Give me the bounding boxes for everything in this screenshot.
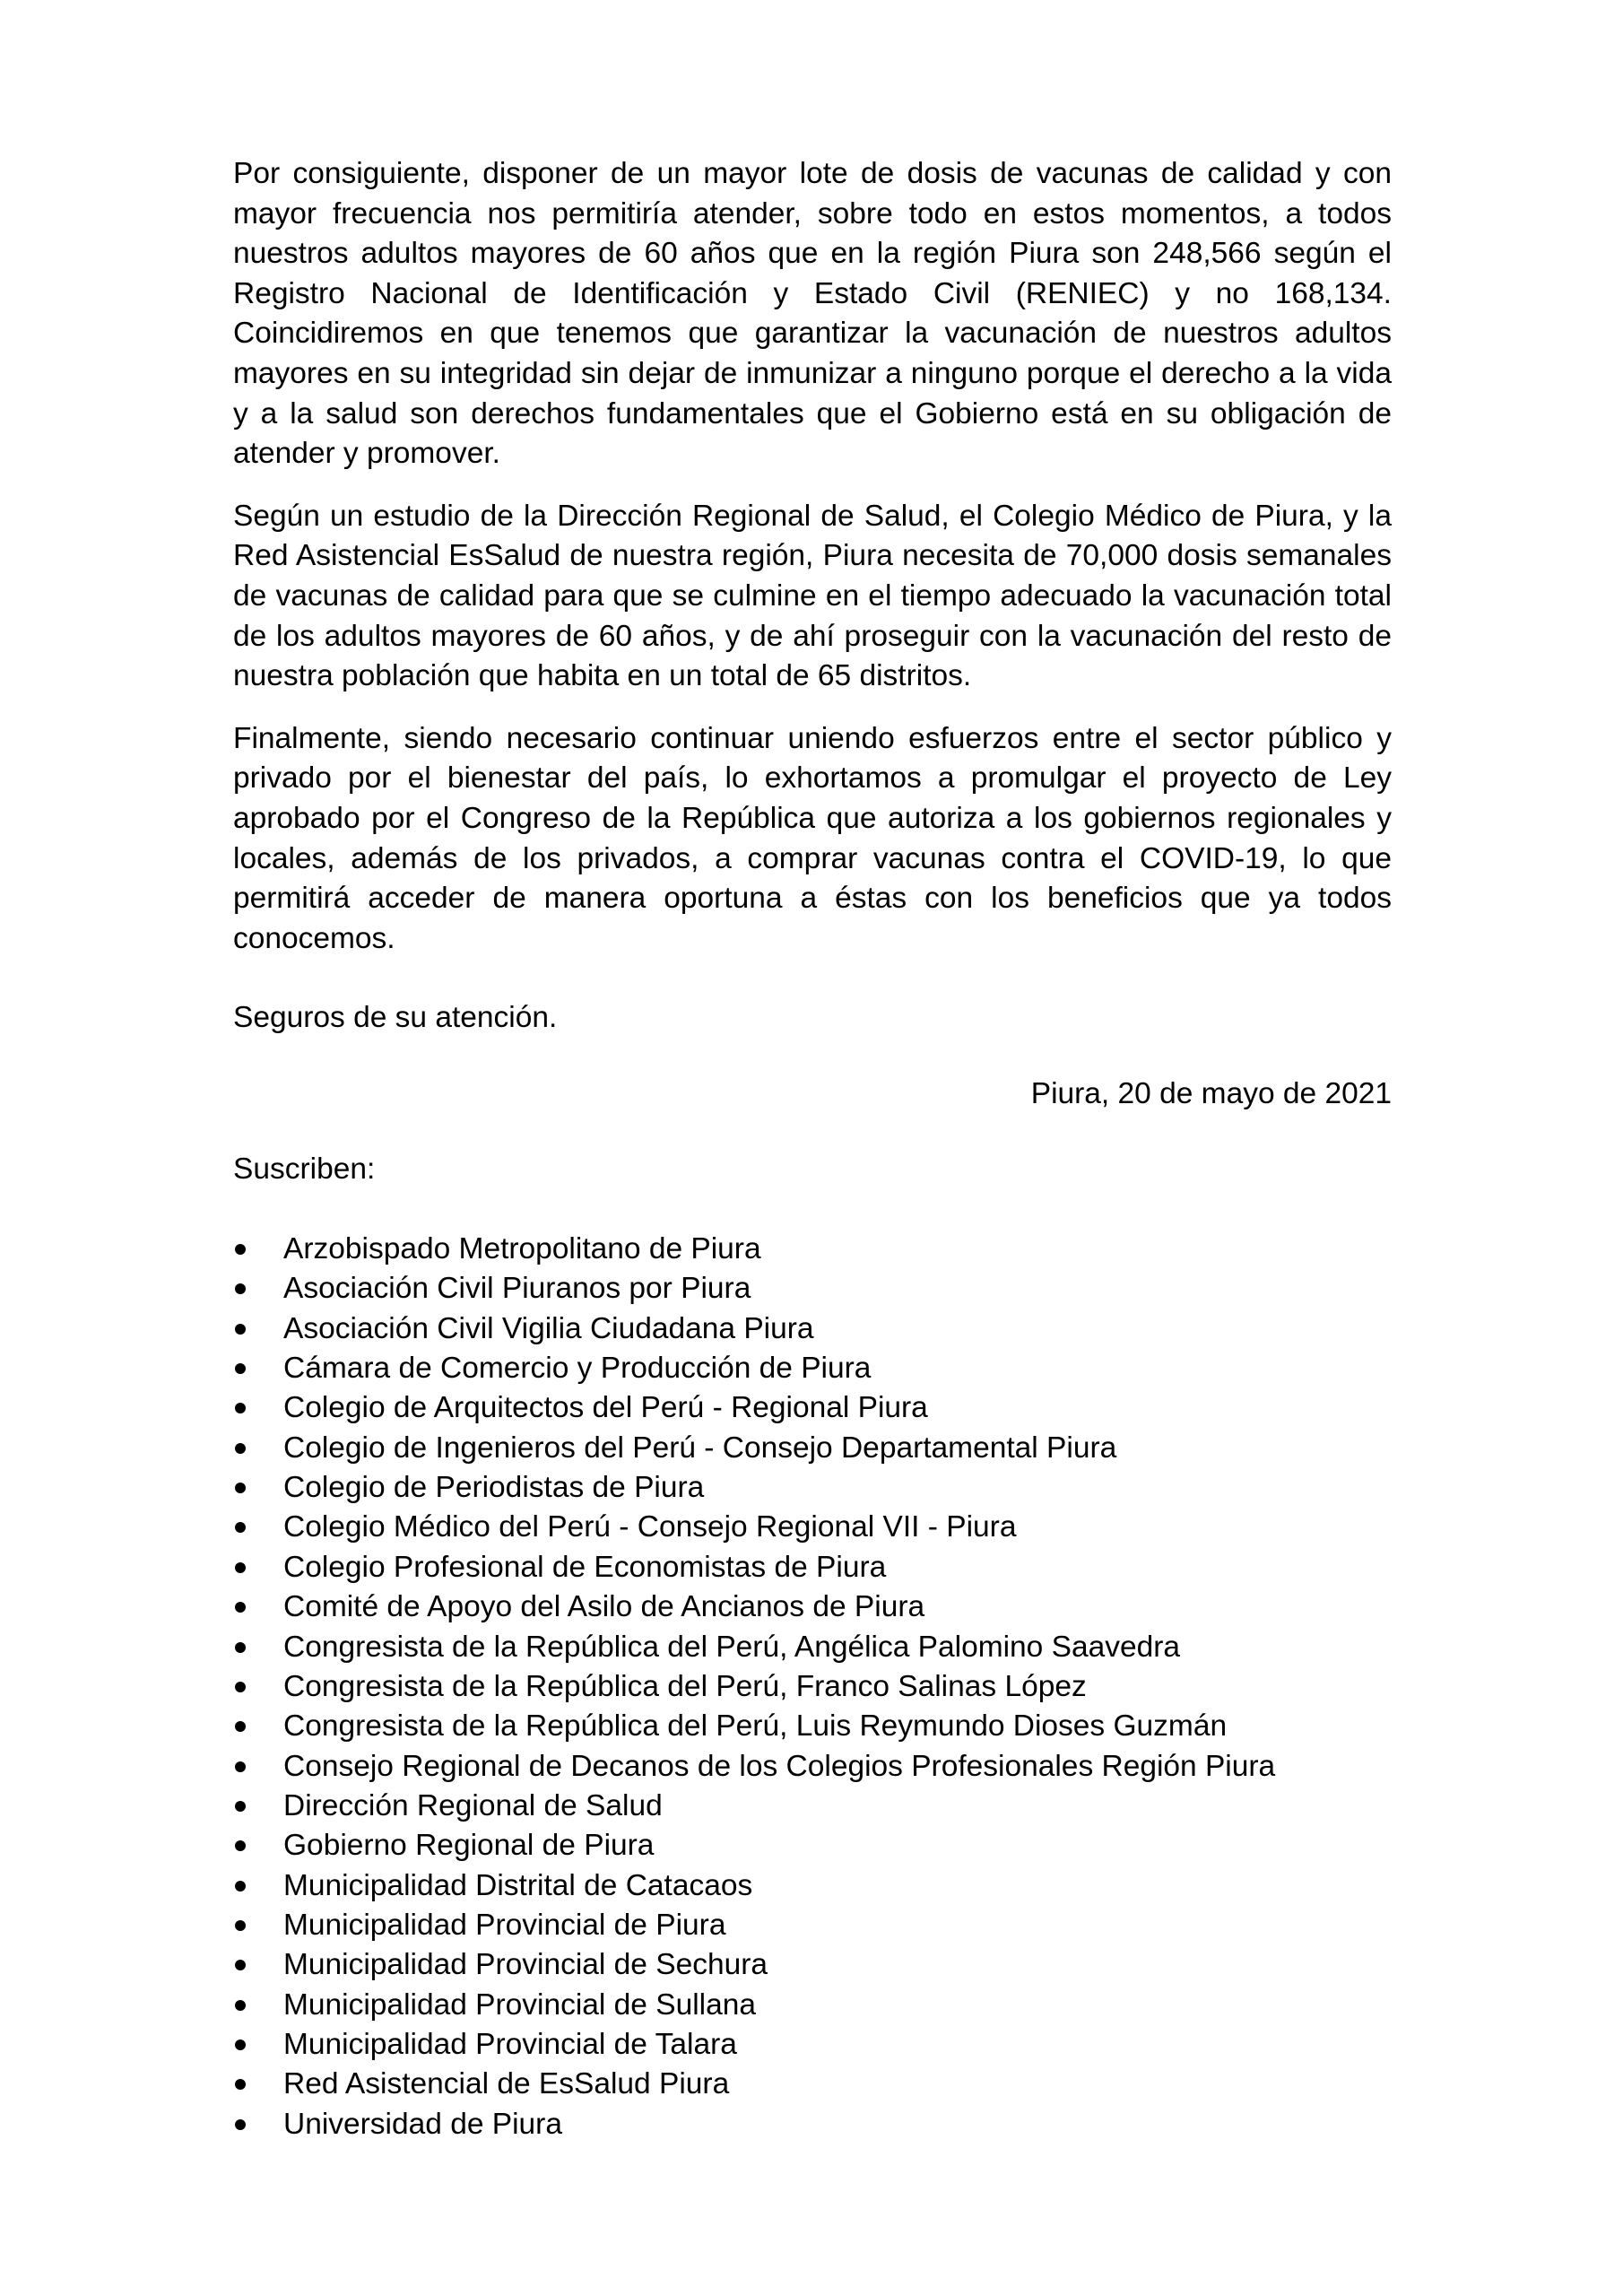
signer-item — [233, 1309, 1392, 1349]
signer-item — [233, 1587, 1392, 1627]
bullet-icon — [235, 1244, 246, 1255]
signer-item — [233, 1269, 1392, 1309]
bullet-icon — [235, 1522, 246, 1533]
signer-name: Municipalidad Provincial de Talara — [283, 2027, 737, 2061]
signer-item — [233, 1866, 1392, 1906]
signer-name: Colegio de Arquitectos del Perú - Regional Piura — [283, 1391, 928, 1425]
signer-item — [233, 2065, 1392, 2104]
signer-item — [233, 1747, 1392, 1787]
bullet-icon — [235, 1881, 246, 1892]
bullet-icon — [235, 1761, 246, 1772]
bullet-icon — [235, 1920, 246, 1931]
bullet-icon — [235, 1363, 246, 1374]
signer-name: Dirección Regional de Salud — [283, 1788, 663, 1822]
date-line: Piura, 20 de mayo de 2021 — [1030, 1076, 1392, 1110]
signer-name: Colegio de Periodistas de Piura — [283, 1471, 705, 1505]
signer-item — [233, 1548, 1392, 1587]
signer-name: Asociación Civil Piuranos por Piura — [283, 1272, 751, 1306]
signer-item — [233, 2105, 1392, 2144]
closing-line: Seguros de su atención. — [233, 1001, 558, 1035]
paragraph-law-exhortation: Finalmente, siendo necesario continuar uniendo esfuerzos entre el sector público y privado por el bienestar del país, lo exhortamos a promulgar el proyecto de Ley aprobado por el Congreso de la República que autoriza a los gobiernos regionales y locales, además de los privados, a comprar vacunas contra el COVID-19, lo que permitirá acceder de manera oportuna a éstas con los beneficios que ya todos conocemos. — [233, 721, 1392, 955]
signer-item — [233, 1826, 1392, 1866]
signers-label: Suscriben: — [233, 1152, 376, 1187]
signer-name: Asociación Civil Vigilia Ciudadana Piura — [283, 1311, 814, 1345]
paragraph-vaccine-doses: Por consiguiente, disponer de un mayor lote de dosis de vacunas de calidad y con mayor frecuencia nos permitiría atender, sobre todo en estos momentos, a todos nuestros adultos mayores de 60 años que en la región Piura son 248,566 según el Registro Nacional de Identificación y Estado Civil (RENIEC) y no 168,134. Coincidiremos en que tenemos que garantizar la vacunación de nuestros adultos mayores en su integridad sin dejar de inmunizar a ninguno porque el derecho a la vida y a la salud son derechos fundamentales que el Gobierno está en su obligación de atender y promover. — [233, 157, 1392, 471]
signer-item — [233, 1429, 1392, 1468]
signer-name: Congresista de la República del Perú, Angélica Palomino Saavedra — [283, 1630, 1181, 1664]
signer-name: Gobierno Regional de Piura — [283, 1829, 655, 1863]
signer-item — [233, 1468, 1392, 1508]
signer-name: Consejo Regional de Decanos de los Colegios Profesionales Región Piura — [283, 1749, 1276, 1783]
signer-name: Cámara de Comercio y Producción de Piura — [283, 1352, 872, 1386]
signer-item — [233, 1906, 1392, 1945]
signer-name: Congresista de la República del Perú, Luis Reymundo Dioses Guzmán — [283, 1709, 1228, 1744]
bullet-icon — [235, 2000, 246, 2011]
bullet-icon — [235, 1642, 246, 1653]
signer-name: Municipalidad Provincial de Sechura — [283, 1948, 768, 1982]
signer-name: Universidad de Piura — [283, 2107, 562, 2141]
bullet-icon — [235, 1324, 246, 1335]
bullet-icon — [235, 2119, 246, 2130]
signer-name: Congresista de la República del Perú, Franco Salinas López — [283, 1669, 1087, 1703]
signer-item — [233, 1707, 1392, 1746]
bullet-icon — [235, 1443, 246, 1454]
signer-name: Colegio Profesional de Economistas de Piura — [283, 1550, 887, 1584]
signer-name: Municipalidad Provincial de Sullana — [283, 1987, 757, 2022]
signer-item — [233, 1787, 1392, 1826]
signer-item — [233, 1945, 1392, 1985]
signer-item — [233, 1230, 1392, 1269]
signer-name: Comité de Apoyo del Asilo de Ancianos de Piura — [283, 1590, 925, 1624]
bullet-icon — [235, 1721, 246, 1732]
bullet-icon — [235, 1602, 246, 1613]
bullet-icon — [235, 1283, 246, 1294]
letter-page — [233, 154, 1392, 2144]
signer-item — [233, 1349, 1392, 1388]
signer-name: Arzobispado Metropolitano de Piura — [283, 1232, 761, 1266]
bullet-icon — [235, 1483, 246, 1493]
signers-list — [233, 1230, 1392, 2144]
bullet-icon — [235, 1562, 246, 1573]
signer-item — [233, 2025, 1392, 2065]
signer-name: Municipalidad Distrital de Catacaos — [283, 1868, 753, 1902]
bullet-icon — [235, 1801, 246, 1812]
signer-item — [233, 1508, 1392, 1547]
bullet-icon — [235, 2039, 246, 2050]
signer-item — [233, 1986, 1392, 2025]
bullet-icon — [235, 1840, 246, 1851]
paragraph-health-study: Según un estudio de la Dirección Regional de Salud, el Colegio Médico de Piura, y la Red Asistencial EsSalud de nuestra región, Piura necesita de 70,000 dosis semanales de vacunas de calidad para que se culmine en el tiempo adecuado la vacunación total de los adultos mayores de 60 años, y de ahí proseguir con la vacunación del resto de nuestra población que habita en un total de 65 distritos. — [233, 499, 1392, 693]
signer-name: Municipalidad Provincial de Piura — [283, 1908, 726, 1942]
bullet-icon — [235, 2079, 246, 2090]
signer-item — [233, 1388, 1392, 1428]
signer-item — [233, 1667, 1392, 1707]
bullet-icon — [235, 1682, 246, 1692]
signer-name: Colegio Médico del Perú - Consejo Regional VII - Piura — [283, 1510, 1017, 1544]
signer-item — [233, 1628, 1392, 1667]
bullet-icon — [235, 1960, 246, 1970]
bullet-icon — [235, 1403, 246, 1413]
signer-name: Red Asistencial de EsSalud Piura — [283, 2067, 730, 2101]
signer-name: Colegio de Ingenieros del Perú - Consejo Departamental Piura — [283, 1431, 1117, 1465]
